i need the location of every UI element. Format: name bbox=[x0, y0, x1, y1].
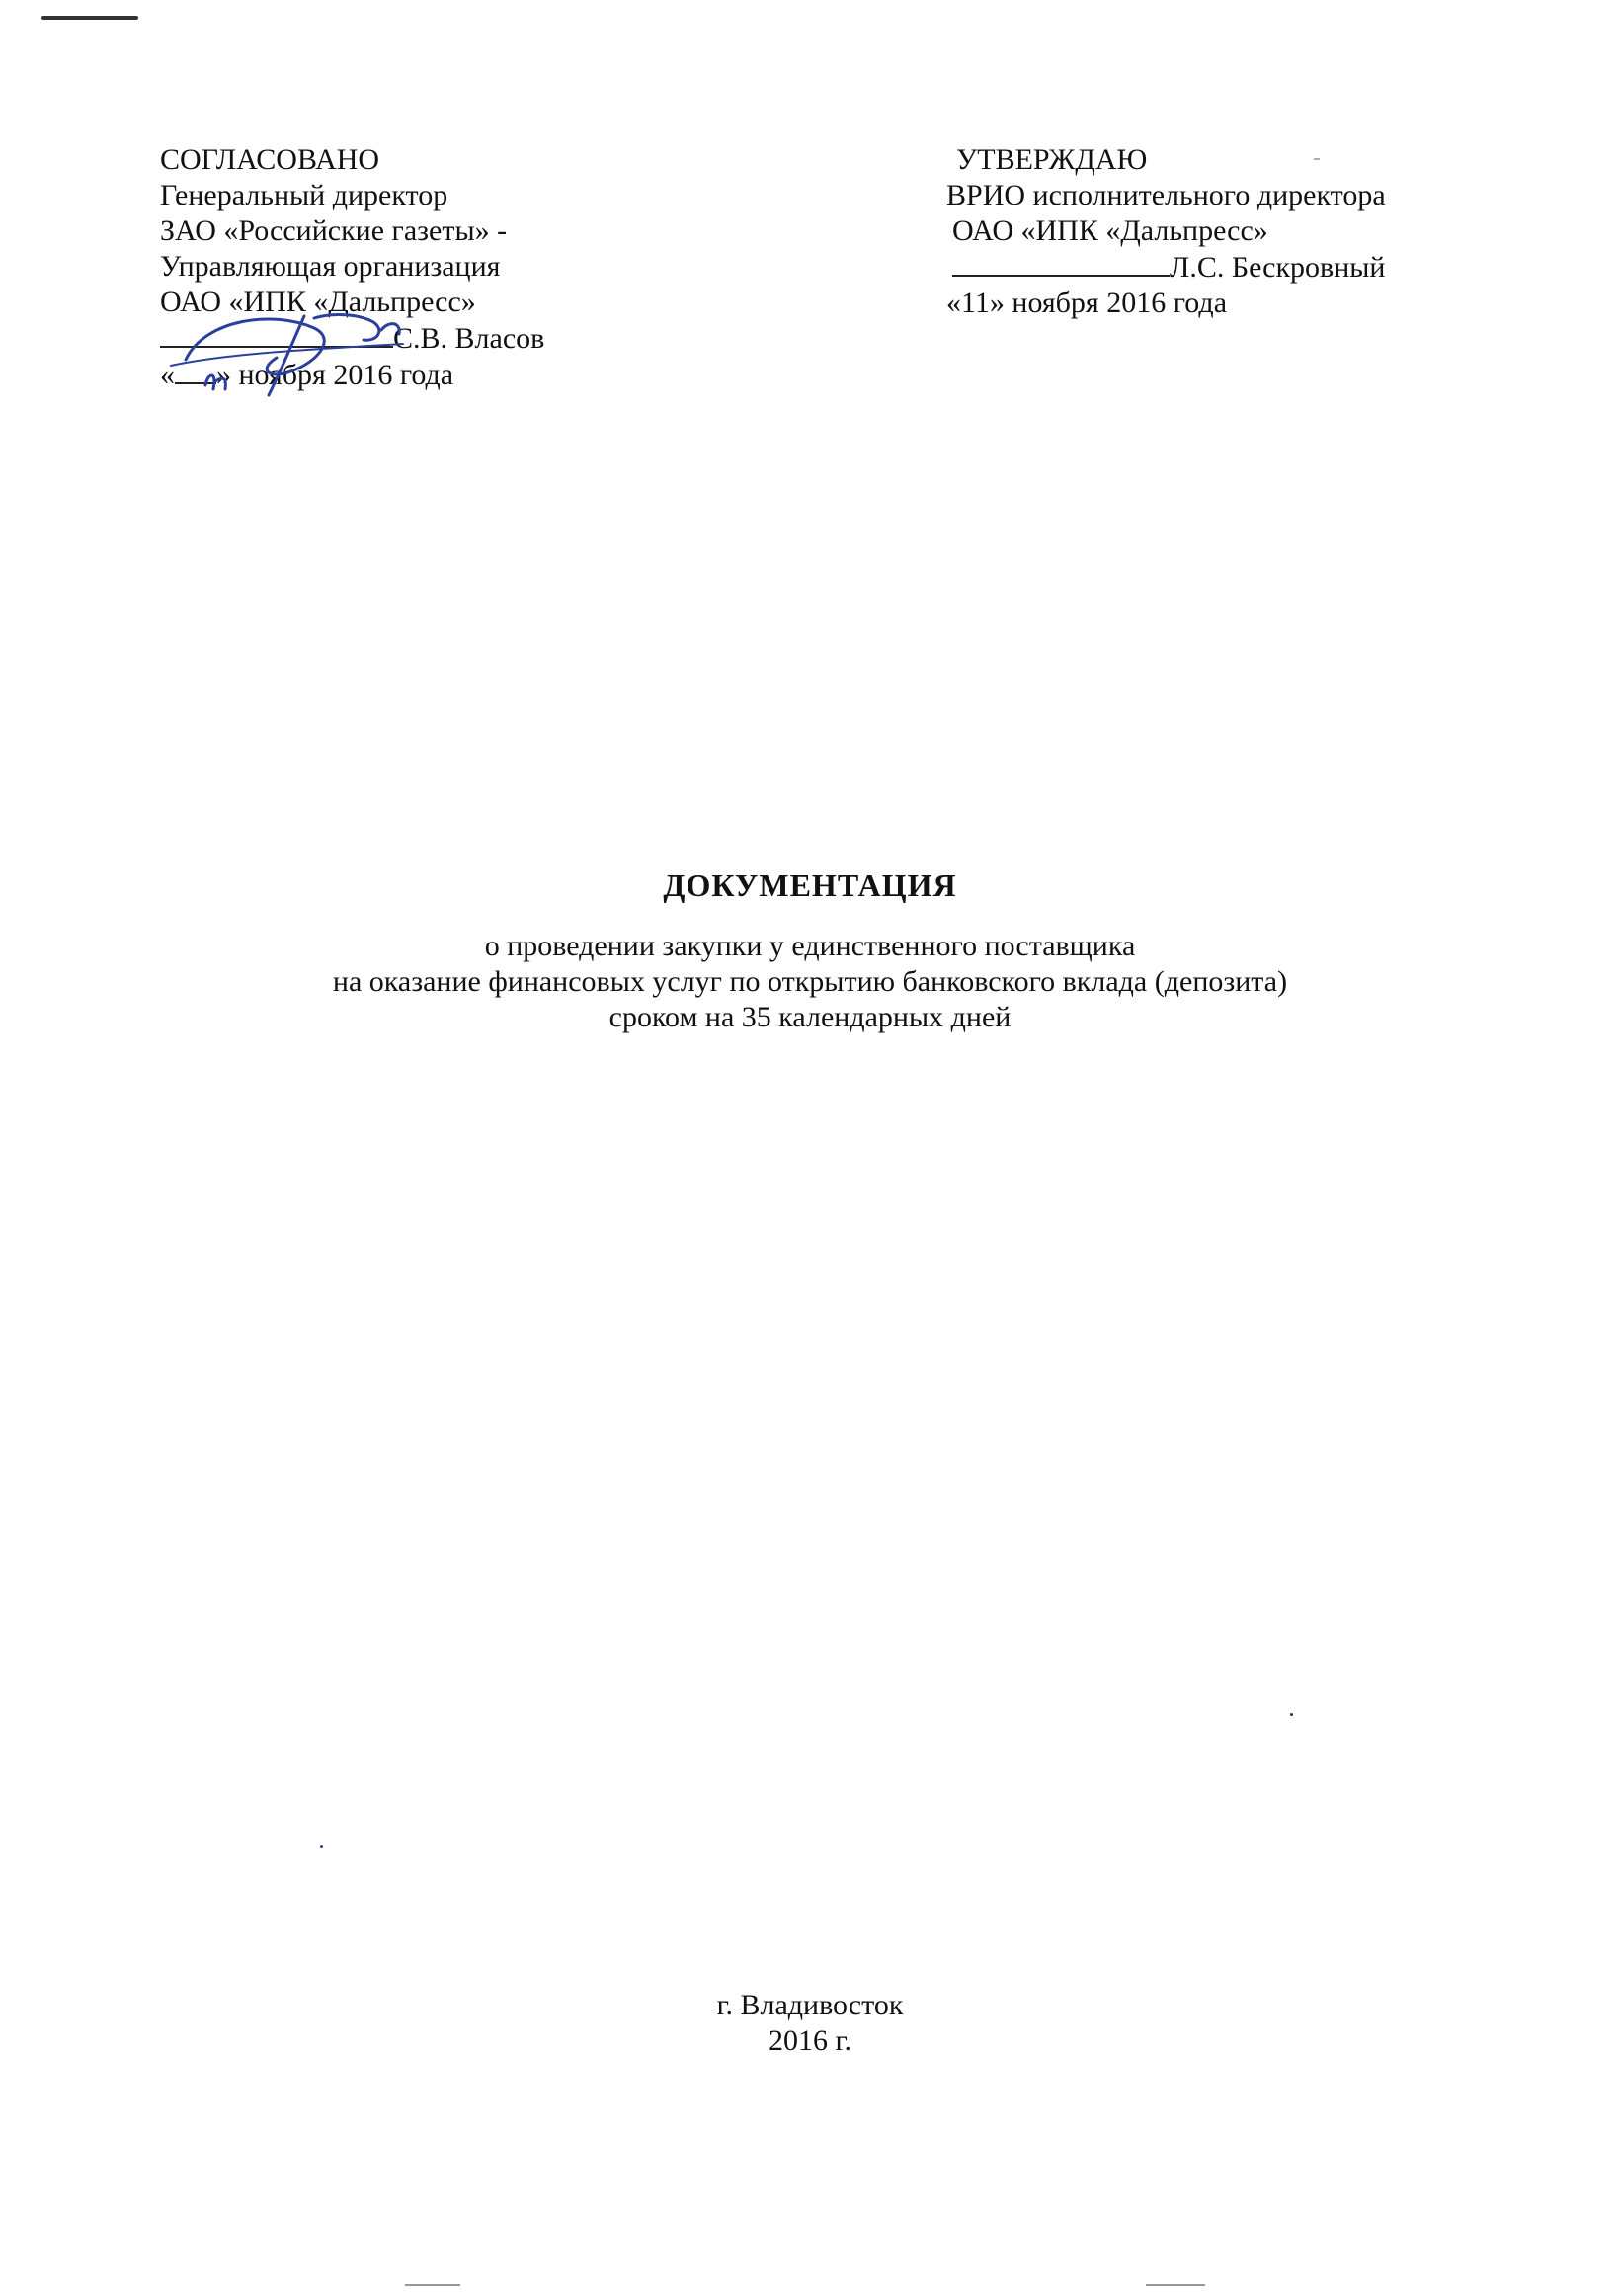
agreed-signature-line bbox=[160, 320, 393, 348]
footer-city: г. Владивосток bbox=[716, 1989, 904, 2021]
agreed-position: Генеральный директор bbox=[160, 179, 448, 211]
footer-year: 2016 г. bbox=[769, 2024, 851, 2057]
approval-block-agreed bbox=[160, 142, 544, 393]
approved-signature-line bbox=[952, 249, 1170, 277]
agreed-organization-line1: ЗАО «Российские газеты» - bbox=[160, 214, 508, 247]
document-subtitle bbox=[0, 929, 1620, 1035]
approved-signature-row bbox=[946, 249, 1386, 286]
agreed-date-rest: » ноября 2016 года bbox=[216, 359, 454, 391]
scan-speck bbox=[405, 2284, 460, 2286]
document-subtitle-line2: на оказание финансовых услуг по открытию банковского вклада (депозита) bbox=[332, 965, 1288, 998]
approved-date: «11» ноября 2016 года bbox=[946, 287, 1228, 319]
document-subtitle-line3: сроком на 35 календарных дней bbox=[608, 1001, 1012, 1033]
approval-block-approved bbox=[946, 142, 1386, 321]
document-subtitle-line1: о проведении закупки у единственного поставщика bbox=[484, 930, 1136, 962]
scan-speck bbox=[1146, 2284, 1205, 2286]
approved-signatory: Л.С. Бескровный bbox=[1170, 251, 1386, 284]
agreed-date-open-quote: « bbox=[160, 359, 175, 391]
document-title: ДОКУМЕНТАЦИЯ bbox=[663, 867, 957, 903]
agreed-date-day-blank bbox=[175, 357, 216, 384]
agreed-organization-line2: Управляющая организация bbox=[160, 250, 501, 283]
approved-organization: ОАО «ИПК «Дальпресс» bbox=[952, 214, 1268, 247]
document-footer bbox=[0, 1988, 1620, 2059]
approved-position: ВРИО исполнительного директора bbox=[946, 179, 1386, 211]
scan-speck bbox=[1314, 158, 1320, 160]
scan-speck bbox=[320, 1845, 323, 1848]
agreed-heading: СОГЛАСОВАНО bbox=[160, 143, 380, 176]
scan-speck bbox=[1290, 1713, 1293, 1716]
agreed-organization-line3: ОАО «ИПК «Дальпресс» bbox=[160, 286, 476, 318]
scan-artifact-mark bbox=[41, 16, 138, 20]
agreed-signature-row bbox=[160, 320, 544, 357]
agreed-date-row bbox=[160, 357, 544, 393]
agreed-signatory: С.В. Власов bbox=[393, 322, 545, 355]
approved-heading: УТВЕРЖДАЮ bbox=[956, 143, 1148, 176]
